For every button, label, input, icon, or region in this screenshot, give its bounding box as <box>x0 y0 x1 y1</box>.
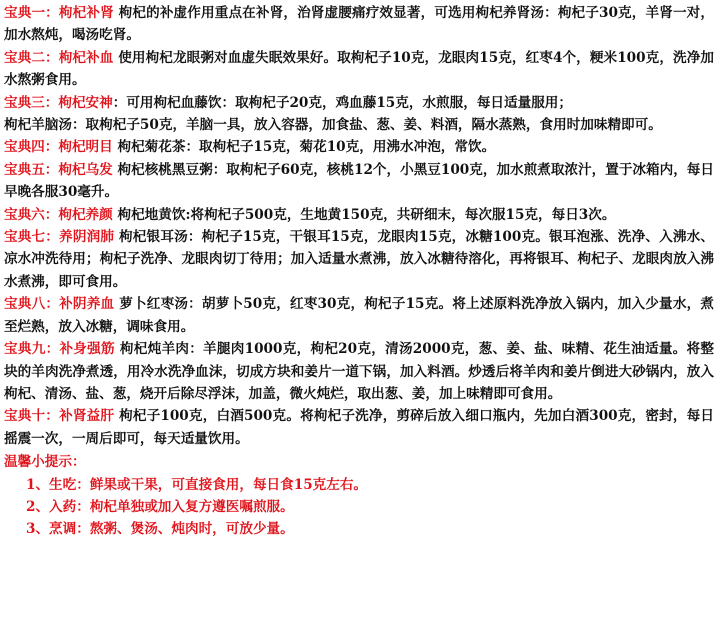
entry-text: 萝卜红枣汤：胡萝卜50克，红枣30克，枸杞子15克。将上述原料洗净放入锅内，加入少量水，煮至烂熟，放入冰糖，调味食用。 <box>4 296 715 335</box>
entry-text: ：可用枸杞血藤饮：取枸杞子20克，鸡血藤15克，水煎服，每日适量服用； <box>112 94 572 111</box>
entry-label: 宝典七：养阴润肺 <box>4 229 115 246</box>
entry-text: 枸杞菊花茶：取枸杞子15克，菊花10克，用沸水冲泡，常饮。 <box>112 139 496 156</box>
entry-6 <box>4 204 714 226</box>
tip-item: 1、生吃：鲜果或干果，可直接食用，每日食15克左右。 <box>26 476 368 493</box>
entry-label: 宝典六：枸杞养颜 <box>4 206 113 223</box>
entry-2 <box>4 47 714 92</box>
entry-text: 枸杞地黄饮:将枸杞子500克，生地黄150克，共研细末，每次服15克，每日3次。 <box>112 206 616 223</box>
entry-label: 宝典三：枸杞安神 <box>4 94 113 111</box>
entry-label: 宝典五：枸杞乌发 <box>4 161 113 178</box>
entry-label: 宝典十：补肾益肝 <box>4 408 115 425</box>
entry-label: 宝典二：枸杞补血 <box>4 49 114 66</box>
entry-7 <box>4 226 714 293</box>
entry-label: 宝典四：枸杞明目 <box>4 139 113 156</box>
entry-3 <box>4 92 714 114</box>
entry-text: 枸杞炖羊肉：羊腿肉1000克，枸杞20克，清汤2000克，葱、姜、盐、味精、花生油适量。将整块的羊肉洗净煮透，用冷水洗净血沫，切成方块和姜片一道下锅，加入料酒。炒透后将羊肉和姜片倒进大砂锅内，放入枸杞、清汤、盐、葱，烧开后除尽浮沫，加盖，微火炖烂，取出葱、姜，加上味精即可食用。 <box>4 341 714 402</box>
entry-3-continued <box>4 114 714 136</box>
entry-label: 宝典九：补身强筋 <box>4 341 115 358</box>
entry-text: 枸杞的补虚作用重点在补肾，治肾虚腰痛疗效显著，可选用枸杞养肾汤：枸杞子30克，羊肾一对，加水熬炖，喝汤吃肾。 <box>4 5 714 44</box>
tips-title: 温馨小提示： <box>4 454 86 471</box>
entry-10 <box>4 405 714 450</box>
entry-4 <box>4 136 714 158</box>
entry-8 <box>4 293 714 338</box>
entry-label: 宝典八：补阴养血 <box>4 296 115 313</box>
tips-section <box>4 451 714 541</box>
entry-label: 宝典一：枸杞补肾 <box>4 5 114 21</box>
entry-text: 枸杞核桃黑豆粥：取枸杞子60克，核桃12个，小黑豆100克，加水煎煮取浓汁，置于冰箱内，每日早晚各服30毫升。 <box>4 161 714 201</box>
tip-item: 3、烹调：熬粥、煲汤、炖肉时，可放少量。 <box>26 521 294 538</box>
entry-text: 使用枸杞龙眼粥对血虚失眠效果好。取枸杞子10克，龙眼肉15克，红枣4个，粳米100克，洗净加水熬粥食用。 <box>4 49 714 89</box>
tip-item: 2、入药：枸杞单独或加入复方遵医嘱煎服。 <box>26 498 294 515</box>
entry-5 <box>4 159 714 204</box>
entry-text: 枸杞羊脑汤：取枸杞子50克，羊脑一具，放入容器，加食盐、葱、姜、料酒，隔水蒸熟，食用时加味精即可。 <box>4 117 662 134</box>
entry-text: 枸杞子100克，白酒500克。将枸杞子洗净，剪碎后放入细口瓶内，先加白酒300克，密封，每日摇震一次，一周后即可，每天适量饮用。 <box>4 408 714 447</box>
entry-1 <box>4 2 714 47</box>
entry-text: 枸杞银耳汤：枸杞子15克，干银耳15克，龙眼肉15克，冰糖100克。银耳泡涨、洗净、入沸水、凉水冲洗待用；枸杞子洗净、龙眼肉切丁待用；加入适量水煮沸，放入冰糖待溶化，再将银耳、枸杞子、龙眼肉放入沸水煮沸，即可食用。 <box>4 229 714 290</box>
entry-9 <box>4 338 714 405</box>
